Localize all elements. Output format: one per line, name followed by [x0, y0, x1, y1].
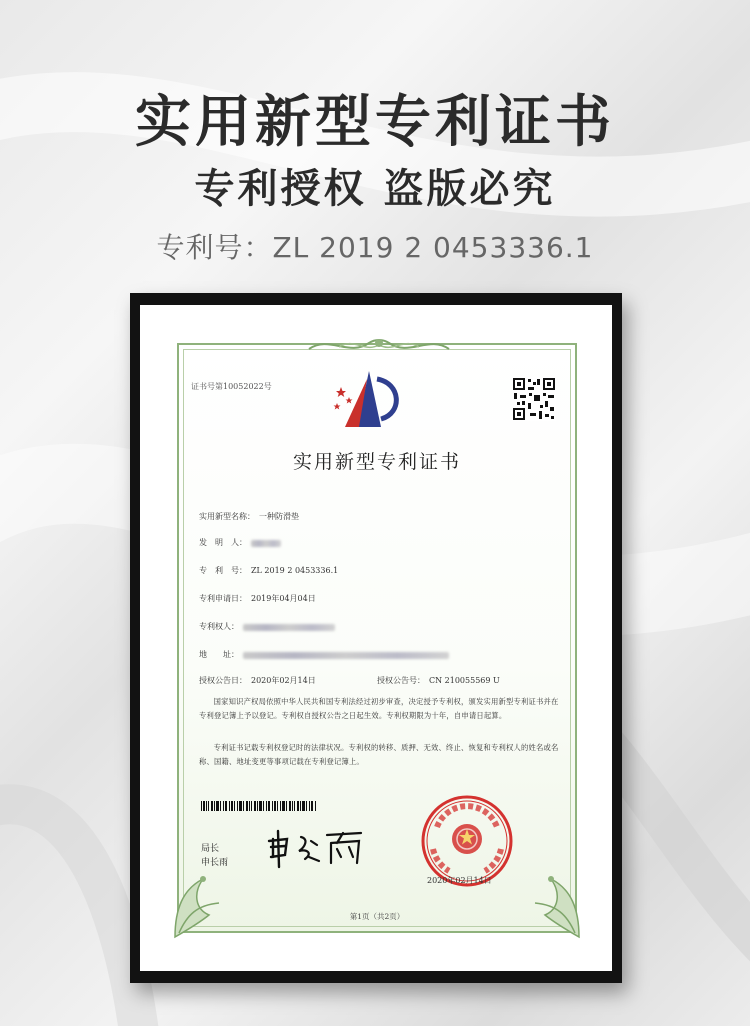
signer-name: 申长雨 — [201, 858, 229, 868]
page-number: 第1页（共2页） — [349, 912, 405, 921]
patent-certificate — [177, 343, 577, 933]
seal-date: 2020年02月14日 — [427, 876, 492, 885]
grant-number-value: CN 210055569 U — [429, 676, 500, 685]
certificate-paragraph-1: 国家知识产权局依照中华人民共和国专利法经过初步审查，决定授予专利权，颁发实用新型专利证书并在专利登记簿上予以登记。专利权自授权公告之日起生效。专利权期限为十年，自申请日起算。 — [199, 697, 559, 720]
row-grant-date — [199, 675, 316, 686]
inventor-redacted — [251, 540, 281, 547]
filing-date-value: 2019年04月04日 — [251, 594, 316, 603]
grant-date-label: 授权公告日： — [199, 676, 247, 685]
subheadline: 专利授权 盗版必究 — [194, 166, 556, 212]
grant-date-value: 2020年02月14日 — [251, 676, 316, 685]
filing-date-label: 专利申请日： — [199, 594, 247, 603]
row-patent-number — [199, 565, 338, 576]
certificate-title: 实用新型专利证书 — [292, 451, 461, 473]
patent-number-line: 专利号：ZL 2019 2 0453336.1 — [156, 231, 594, 264]
row-patent-holder — [199, 621, 335, 632]
signer-title: 局长 — [201, 844, 220, 854]
utility-name-value: 一种防滑垫 — [259, 512, 299, 521]
address-redacted — [243, 652, 449, 659]
picture-frame — [130, 293, 622, 983]
barcode-icon — [201, 801, 317, 811]
frame-mat — [140, 305, 612, 971]
handwritten-signature — [265, 827, 375, 869]
patent-holder-redacted — [243, 624, 335, 631]
utility-name-label: 实用新型名称： — [199, 512, 255, 521]
patent-holder-label: 专利权人： — [199, 622, 239, 631]
corner-ornament-right-icon — [515, 849, 585, 939]
row-grant-number — [377, 675, 500, 686]
address-label: 地 址： — [199, 650, 239, 659]
inventor-label: 发 明 人： — [199, 538, 247, 547]
certificate-number: 证书号第10052022号 — [191, 382, 272, 391]
top-ornament-icon — [299, 331, 459, 361]
row-filing-date — [199, 593, 316, 604]
grant-number-label: 授权公告号： — [377, 676, 425, 685]
patent-number-value: ZL 2019 2 0453336.1 — [251, 566, 339, 575]
row-address — [199, 649, 449, 660]
certificate-paragraph-2: 专利证书记载专利权登记时的法律状况。专利权的转移、质押、无效、终止、恢复和专利权人的姓名或名称、国籍、地址变更等事项记载在专利登记簿上。 — [199, 743, 559, 766]
cnipa-logo-icon — [329, 369, 409, 431]
row-utility-name — [199, 511, 299, 522]
qr-code-icon — [512, 377, 556, 421]
corner-ornament-left-icon — [169, 849, 239, 939]
headline: 实用新型专利证书 — [135, 90, 615, 155]
patent-number-label: 专 利 号： — [199, 566, 247, 575]
row-inventor — [199, 537, 281, 548]
